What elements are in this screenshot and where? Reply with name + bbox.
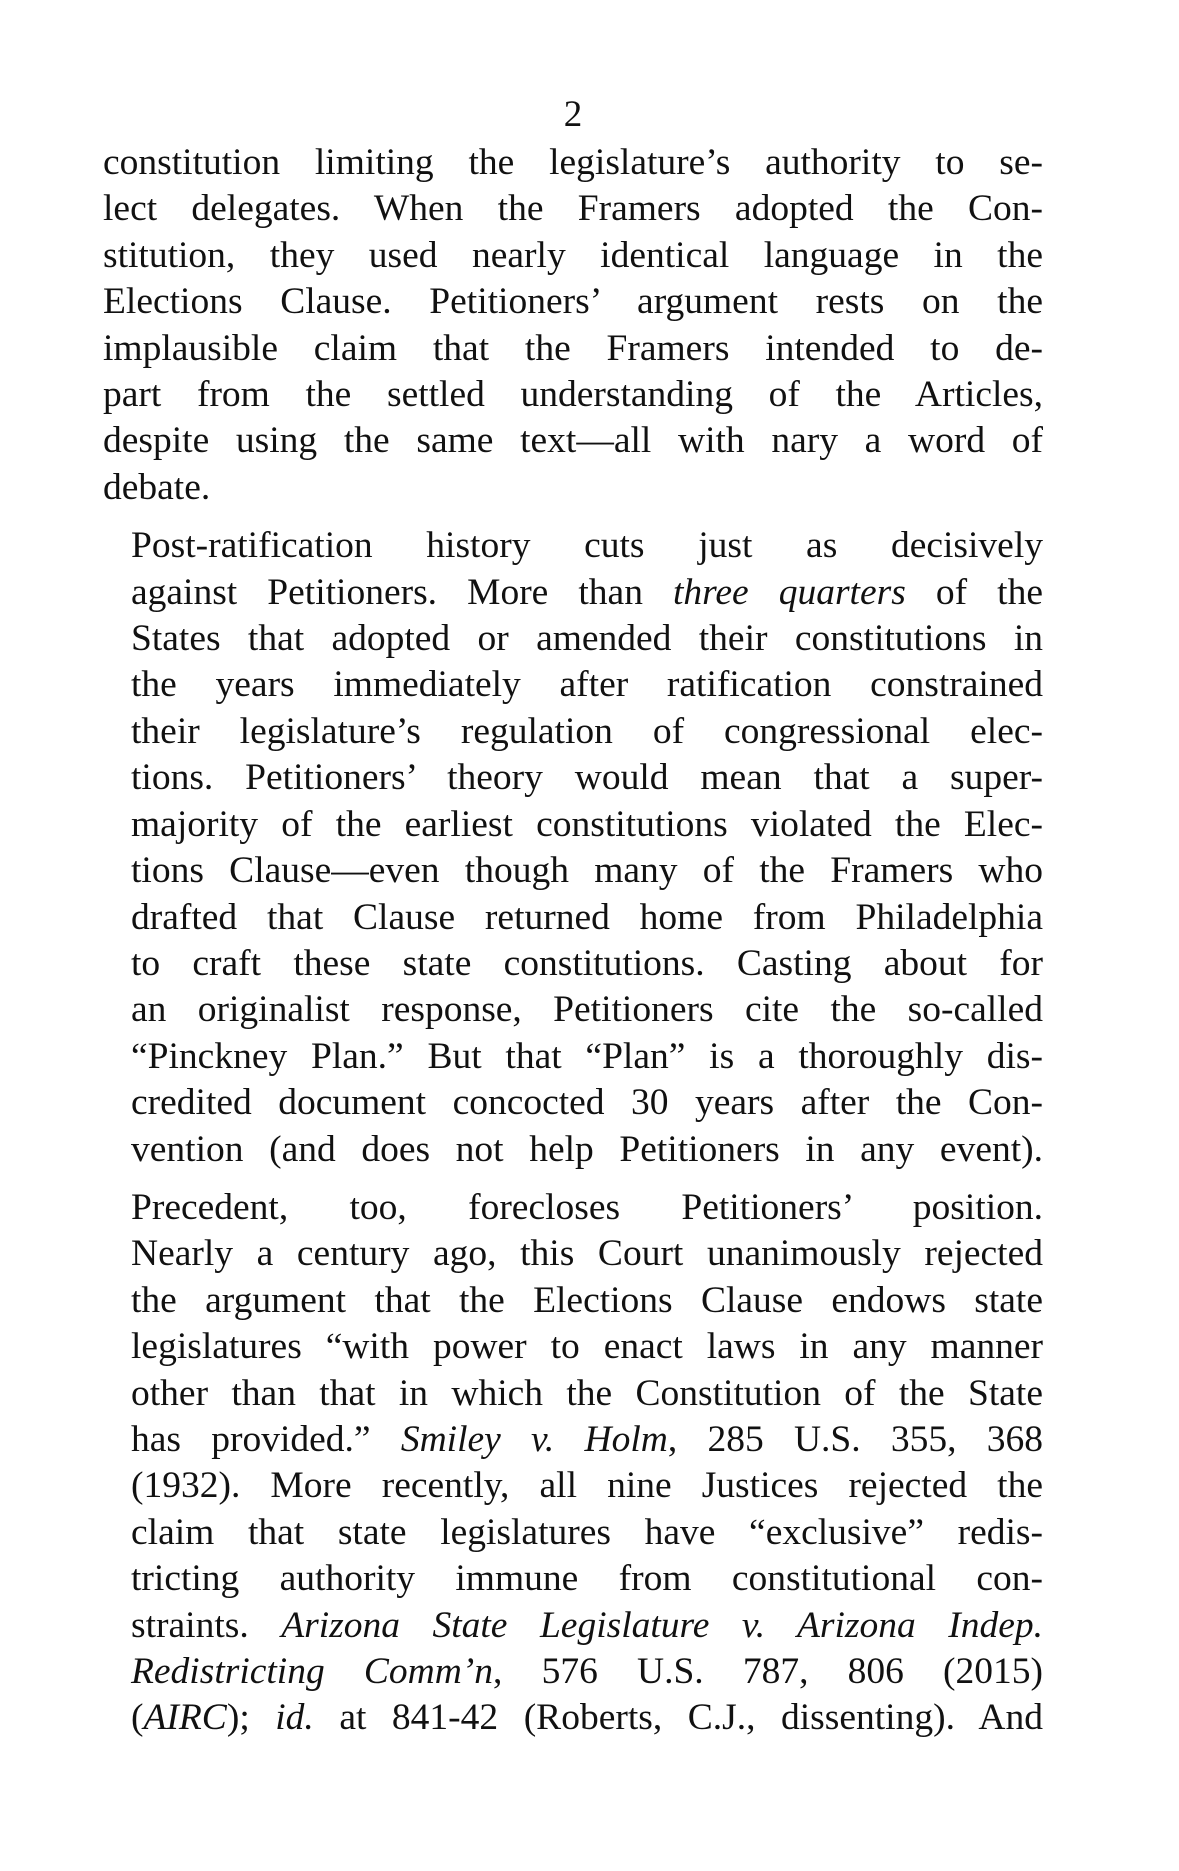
text-line bbox=[103, 465, 1043, 511]
text-line bbox=[103, 1324, 1043, 1370]
document-page bbox=[103, 92, 1043, 1742]
text-run: of the bbox=[905, 571, 1043, 613]
text-run: against Petitioners. More than bbox=[131, 571, 673, 613]
paragraph-1 bbox=[103, 140, 1043, 511]
text-line bbox=[103, 1417, 1043, 1463]
text-run: tions Clause—even though many of the Framers who bbox=[131, 850, 1043, 892]
text-line bbox=[103, 233, 1043, 279]
text-run: credited document concocted 30 years after the Con- bbox=[131, 1082, 1043, 1124]
text-run: constitution limiting the legislature’s authority to se- bbox=[103, 142, 1043, 183]
text-run: to craft these state constitutions. Casting about for bbox=[131, 942, 1043, 984]
text-run: lect delegates. When the Framers adopted the Con- bbox=[103, 188, 1043, 230]
text-run: has provided.” bbox=[131, 1418, 401, 1460]
text-line bbox=[103, 418, 1043, 464]
text-line bbox=[103, 1231, 1043, 1277]
text-line bbox=[103, 895, 1043, 941]
italic-text: Smiley v. Holm bbox=[400, 1418, 668, 1460]
text-run: their legislature’s regulation of congressional elec- bbox=[131, 710, 1043, 752]
text-line bbox=[103, 1278, 1043, 1324]
text-line bbox=[103, 523, 1043, 569]
text-line bbox=[103, 941, 1043, 987]
text-line bbox=[103, 616, 1043, 662]
text-line bbox=[103, 848, 1043, 894]
text-run: the argument that the Elections Clause endows state bbox=[131, 1279, 1043, 1321]
paragraph-3 bbox=[103, 1185, 1043, 1742]
text-run: ( bbox=[131, 1697, 144, 1739]
text-line bbox=[103, 279, 1043, 325]
text-run: , 285 U.S. 355, 368 bbox=[667, 1418, 1044, 1460]
text-line bbox=[103, 1080, 1043, 1126]
text-line bbox=[103, 1556, 1043, 1602]
text-line bbox=[103, 1695, 1043, 1741]
text-line bbox=[103, 987, 1043, 1033]
text-run: implausible claim that the Framers intended to de- bbox=[103, 327, 1043, 369]
text-run: majority of the earliest constitutions violated the Elec- bbox=[131, 803, 1043, 845]
text-run: part from the settled understanding of the Articles, bbox=[103, 374, 1043, 416]
text-line bbox=[103, 662, 1043, 708]
text-line bbox=[103, 755, 1043, 801]
text-run: Nearly a century ago, this Court unanimously rejected bbox=[131, 1233, 1043, 1275]
text-line bbox=[103, 1649, 1043, 1695]
text-line bbox=[103, 1034, 1043, 1080]
text-line bbox=[103, 326, 1043, 372]
text-run: despite using the same text—all with nary a word of bbox=[103, 420, 1043, 462]
text-line bbox=[103, 186, 1043, 232]
text-run: legislatures “with power to enact laws in any manner bbox=[131, 1326, 1043, 1368]
text-run: claim that state legislatures have “exclusive” redis- bbox=[131, 1511, 1043, 1553]
text-run: stitution, they used nearly identical language in the bbox=[103, 234, 1043, 276]
text-line bbox=[103, 1127, 1043, 1173]
text-run: Precedent, too, forecloses Petitioners’ position. bbox=[131, 1186, 1043, 1228]
text-run: ); bbox=[226, 1697, 276, 1739]
text-line bbox=[103, 1603, 1043, 1649]
text-run: debate. bbox=[103, 466, 211, 508]
text-line bbox=[103, 140, 1043, 186]
text-run: an originalist response, Petitioners cite the so-called bbox=[131, 989, 1043, 1031]
text-run: , 576 U.S. 787, 806 (2015) bbox=[493, 1651, 1043, 1692]
text-line bbox=[103, 1371, 1043, 1417]
text-run: drafted that Clause returned home from Philadelphia bbox=[131, 896, 1043, 938]
page-number: 2 bbox=[563, 94, 583, 135]
italic-text: three quarters bbox=[673, 571, 906, 613]
text-run: States that adopted or amended their constitutions in bbox=[131, 618, 1043, 660]
paragraph-2 bbox=[103, 523, 1043, 1173]
text-run: Post-ratification history cuts just as decisively bbox=[131, 525, 1043, 567]
text-line bbox=[103, 570, 1043, 616]
text-run: other than that in which the Constitution of the State bbox=[131, 1372, 1043, 1414]
text-run: at 841-42 (Roberts, C.J., dissenting). And bbox=[313, 1697, 1043, 1739]
italic-text: Redistricting Comm’n bbox=[131, 1651, 494, 1692]
text-run: tricting authority immune from constitutional con- bbox=[131, 1558, 1043, 1600]
text-line bbox=[103, 709, 1043, 755]
text-run: Elections Clause. Petitioners’ argument rests on the bbox=[103, 281, 1043, 323]
text-run: straints. bbox=[131, 1604, 282, 1646]
italic-text: AIRC bbox=[143, 1697, 227, 1739]
text-line bbox=[103, 1463, 1043, 1509]
text-run: “Pinckney Plan.” But that “Plan” is a thoroughly dis- bbox=[131, 1035, 1043, 1077]
text-line bbox=[103, 1185, 1043, 1231]
text-line bbox=[103, 1510, 1043, 1556]
text-line bbox=[103, 802, 1043, 848]
text-run: vention (and does not help Petitioners in any event). bbox=[131, 1128, 1043, 1170]
text-run: tions. Petitioners’ theory would mean that a super- bbox=[131, 757, 1043, 799]
text-run: the years immediately after ratification constrained bbox=[131, 664, 1043, 706]
body-text bbox=[103, 140, 1043, 1742]
italic-text: Arizona State Legislature v. Arizona Indep. bbox=[281, 1604, 1043, 1646]
text-line bbox=[103, 372, 1043, 418]
italic-text: id. bbox=[275, 1697, 314, 1739]
text-run: (1932). More recently, all nine Justices rejected the bbox=[131, 1465, 1043, 1507]
